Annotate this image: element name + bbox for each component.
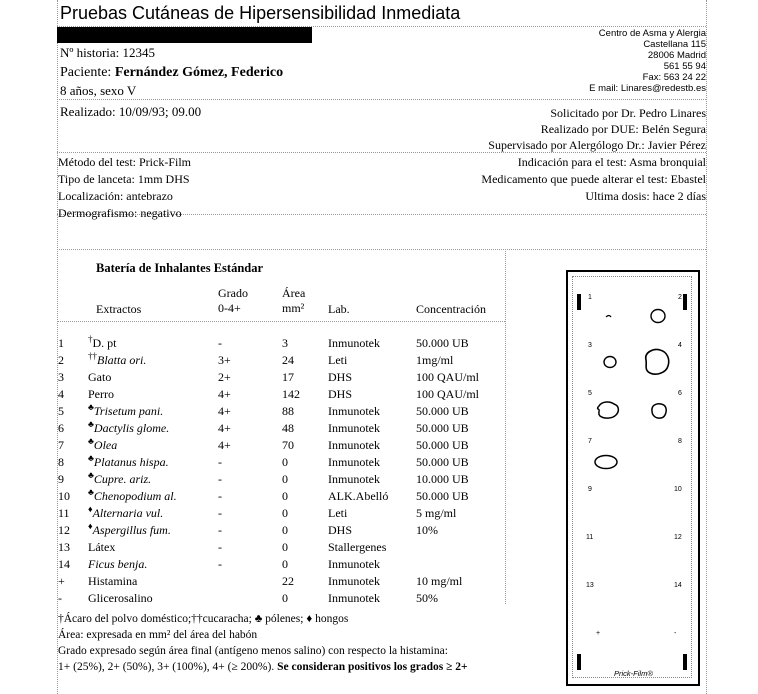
row-number: 9 [58,472,64,486]
row-grade: 3+ [218,353,231,367]
row-extract [88,589,218,606]
row-name: Histamina [88,574,138,588]
card-mark-br [683,654,687,670]
row-lab: Inmunotek [328,336,380,350]
row-area: 0 [282,455,288,469]
row-number: 13 [58,540,70,554]
patient-line [60,65,283,81]
row-extract [88,487,218,504]
card-position-number: 14 [674,582,682,589]
row-area: 142 [282,387,300,401]
row-number: 5 [58,404,64,418]
row-area: 0 [282,489,288,503]
table-row [58,487,506,504]
row-lab: DHS [328,523,353,537]
card-mark-tr [683,294,687,310]
row-extract [88,572,218,589]
page-title: Pruebas Cutáneas de Hipersensibilidad Inmediata [60,3,461,23]
row-area: 0 [282,523,288,537]
card-position-number: 1 [588,294,592,301]
row-grade: - [218,506,222,520]
card-position-number: 10 [674,486,682,493]
row-extract [88,436,218,453]
row-name: Ficus benja. [88,557,148,571]
row-conc: 50.000 UB [416,336,469,350]
row-conc: 50.000 UB [416,455,469,469]
indicacion: Indicación para el test: Asma bronquial [517,155,706,169]
row-extract [88,351,218,368]
row-conc: 50.000 UB [416,421,469,435]
wheal-3 [600,352,620,372]
row-mark: ♣ [88,436,94,446]
table-row [58,572,506,589]
dermografismo: Dermografismo: negativo [58,206,182,220]
row-name: Glicerosalino [88,591,153,605]
row-extract [88,419,218,436]
row-area: 24 [282,353,294,367]
table-row [58,419,506,436]
hdr-area [282,286,305,316]
footnote-legend: †Ácaro del polvo doméstico;††cucaracha; ♣ pólenes; ♦ hongos [58,613,349,625]
row-number: 14 [58,557,70,571]
row-extract [88,368,218,385]
row-extract [88,385,218,402]
row-conc: 50.000 UB [416,438,469,452]
row-extract [88,538,218,555]
table-row [58,538,506,555]
medicamento: Medicamento que puede alterar el test: Ebastel [481,172,706,186]
row-lab: Inmunotek [328,574,380,588]
card-position-number: 4 [678,342,682,349]
card-position-number: 12 [674,534,682,541]
row-lab: Inmunotek [328,472,380,486]
footnote-scale: 1+ (25%), 2+ (50%), 3+ (100%), 4+ (≥ 200%). [58,661,275,673]
row-mark: ♣ [88,470,94,480]
row-extract [88,470,218,487]
wheal-1 [604,312,614,320]
row-area: 70 [282,438,294,452]
row-extract [88,504,218,521]
row-conc: 100 QAU/ml [416,387,479,401]
row-mark: ♣ [88,402,94,412]
row-area: 3 [282,336,288,350]
hdr-lab: Lab. [328,302,350,316]
row-lab: Inmunotek [328,557,380,571]
test-left [58,154,191,222]
row-name: Blatta ori. [97,353,147,367]
guide-1 [57,99,706,100]
wheal-7 [592,452,622,472]
row-number: 7 [58,438,64,452]
row-conc: 10.000 UB [416,472,469,486]
row-lab: DHS [328,370,353,384]
row-grade [218,572,282,589]
row-conc: 10% [416,523,438,537]
row-mark: †† [88,351,97,361]
card-position-number: 6 [678,390,682,397]
wheal-4 [640,346,672,378]
card-position-number: 3 [588,342,592,349]
row-conc: 10 mg/ml [416,574,463,588]
patient-label: Paciente: [60,65,112,80]
card-position-number: 8 [678,438,682,445]
row-extract [88,521,218,538]
center-phone: 561 55 94 [663,61,706,72]
row-conc: 1mg/ml [416,353,454,367]
row-area: 0 [282,506,288,520]
row-grade: - [218,472,222,486]
table-row [58,504,506,521]
row-lab: Stallergenes [328,540,387,554]
row-conc [416,538,506,555]
card-position-number: 2 [678,294,682,301]
guide-right [706,0,707,694]
table-row [58,555,506,572]
card-position-number: 9 [588,486,592,493]
table-row [58,589,506,606]
row-lab: ALK.Abelló [328,489,389,503]
center-email: E mail: Linares@redestb.es [589,83,706,94]
row-grade: - [218,523,222,537]
row-lab: Leti [328,353,348,367]
row-grade: - [218,455,222,469]
center-city: 28006 Madrid [647,50,706,61]
metodo: Método del test: Prick-Film [58,155,191,169]
row-name: D. pt [92,336,117,350]
row-number: 10 [58,489,70,503]
age-sex: 8 años, sexo V [60,83,137,98]
row-number: 3 [58,370,64,384]
row-area: 0 [282,591,288,605]
realizado-por: Realizado por DUE: Belén Segura [540,122,706,136]
row-mark: † [88,334,93,344]
row-conc [416,555,506,572]
row-mark: ♦ [88,504,93,514]
guide-4 [57,249,706,250]
table-row [58,334,506,351]
table-row [58,453,506,470]
row-area: 88 [282,404,294,418]
row-extract [88,334,218,351]
row-conc: 5 mg/ml [416,506,457,520]
row-number: 6 [58,421,64,435]
row-name: Dactylis glome. [93,421,170,435]
row-mark: ♦ [88,521,93,531]
hdr-rule [57,321,505,322]
center-info [589,28,706,94]
wheal-5 [594,398,622,422]
row-grade: - [218,336,222,350]
row-mark: ♣ [88,453,94,463]
row-lab: DHS [328,387,353,401]
hdr-extractos: Extractos [96,302,142,316]
row-name: Gato [88,370,112,384]
row-mark: ♣ [88,487,94,497]
row-grade [218,589,282,606]
row-grade: 4+ [218,421,231,435]
row-mark: ♣ [88,419,94,429]
table-row [58,351,506,368]
header-bar [57,27,312,43]
row-number: 4 [58,387,64,401]
row-number: 1 [58,336,64,350]
hdr-grado [218,286,248,316]
row-lab: Inmunotek [328,404,380,418]
table-row [58,385,506,402]
row-lab: Inmunotek [328,591,380,605]
row-lab: Leti [328,506,348,520]
center-fax: Fax: 563 24 22 [642,72,706,83]
row-name: Perro [88,387,114,401]
row-lab: Inmunotek [328,421,380,435]
wheal-6 [648,400,670,422]
table-row [58,402,506,419]
hdr-conc: Concentración [416,302,486,316]
row-name: Cupre. ariz. [93,472,152,486]
row-area: 0 [282,472,288,486]
card-position-number: - [674,630,677,637]
row-grade: - [218,489,222,503]
row-name: Alternaria vul. [92,506,164,520]
row-name: Aspergillus fum. [92,523,171,537]
battery-title: Batería de Inhalantes Estándar [96,261,264,275]
footnote-positive: Se consideran positivos los grados ≥ 2+ [277,661,468,673]
row-number: 12 [58,523,70,537]
historia: Nº historia: 12345 [60,45,156,60]
row-extract [88,453,218,470]
row-area: 22 [282,574,294,588]
wheal-2 [648,306,668,326]
row-area: 0 [282,557,288,571]
row-extract [88,402,218,419]
row-name: Trisetum pani. [93,404,164,418]
table-row [58,368,506,385]
card-mark-tl [577,294,581,310]
ultima-dosis: Ultima dosis: hace 2 días [585,189,706,203]
row-conc: 100 QAU/ml [416,370,479,384]
card-position-number: + [596,630,601,637]
realizado-date: Realizado: 10/09/93; 09.00 [60,104,202,119]
patient-name: Fernández Gómez, Federico [114,65,284,80]
footnote-area: Área: expresada en mm² del área del habón [58,629,258,641]
row-number: 2 [58,353,64,367]
row-name: Chenopodium al. [93,489,177,503]
table-row [58,521,506,538]
hdr-area-2: mm² [282,301,305,315]
footnote-grado-scale [58,659,468,675]
prick-film-card [566,270,700,686]
row-grade: 4+ [218,387,231,401]
footnote-grado: Grado expresado según área final (antígeno menos salino) con respecto la histamina: [58,645,448,657]
table-row [58,436,506,453]
row-conc: 50% [416,591,438,605]
card-position-number: 7 [588,438,592,445]
test-right [481,154,706,205]
row-name: Látex [88,540,116,554]
row-number: + [58,574,65,588]
row-number: - [58,591,62,605]
localizacion: Localización: antebrazo [58,189,173,203]
row-number: 8 [58,455,64,469]
supervisado: Supervisado por Alergólogo Dr.: Javier Pérez [488,138,706,152]
hdr-area-1: Área [282,286,306,300]
row-grade: - [218,540,222,554]
hdr-grado-1: Grado [218,286,248,300]
row-conc: 50.000 UB [416,489,469,503]
row-name: Platanus hispa. [93,455,169,469]
card-mark-bl [577,654,581,670]
row-grade: 4+ [218,404,231,418]
solicitado: Solicitado por Dr. Pedro Linares [550,106,706,120]
row-area: 17 [282,370,294,384]
footnotes [58,611,468,675]
row-number: 11 [58,506,70,520]
extract-table [58,334,506,606]
row-lab: Inmunotek [328,438,380,452]
row-area: 48 [282,421,294,435]
center-street: Castellana 115 [643,39,706,50]
row-grade: 4+ [218,438,231,452]
card-brand: Prick-Film® [614,669,653,678]
center-name: Centro de Asma y Alergia [598,28,706,39]
prick-film-area [572,276,692,678]
card-position-number: 13 [586,582,594,589]
lanceta: Tipo de lanceta: 1mm DHS [58,172,190,186]
card-position-number: 11 [586,534,594,541]
card-position-number: 5 [588,390,592,397]
row-extract [88,555,218,572]
hdr-grado-2: 0-4+ [218,301,241,315]
row-area: 0 [282,540,288,554]
row-lab: Inmunotek [328,455,380,469]
table-row [58,470,506,487]
staff-block [488,105,706,153]
row-grade: - [218,557,222,571]
row-name: Olea [93,438,118,452]
row-conc: 50.000 UB [416,404,469,418]
row-grade: 2+ [218,370,231,384]
